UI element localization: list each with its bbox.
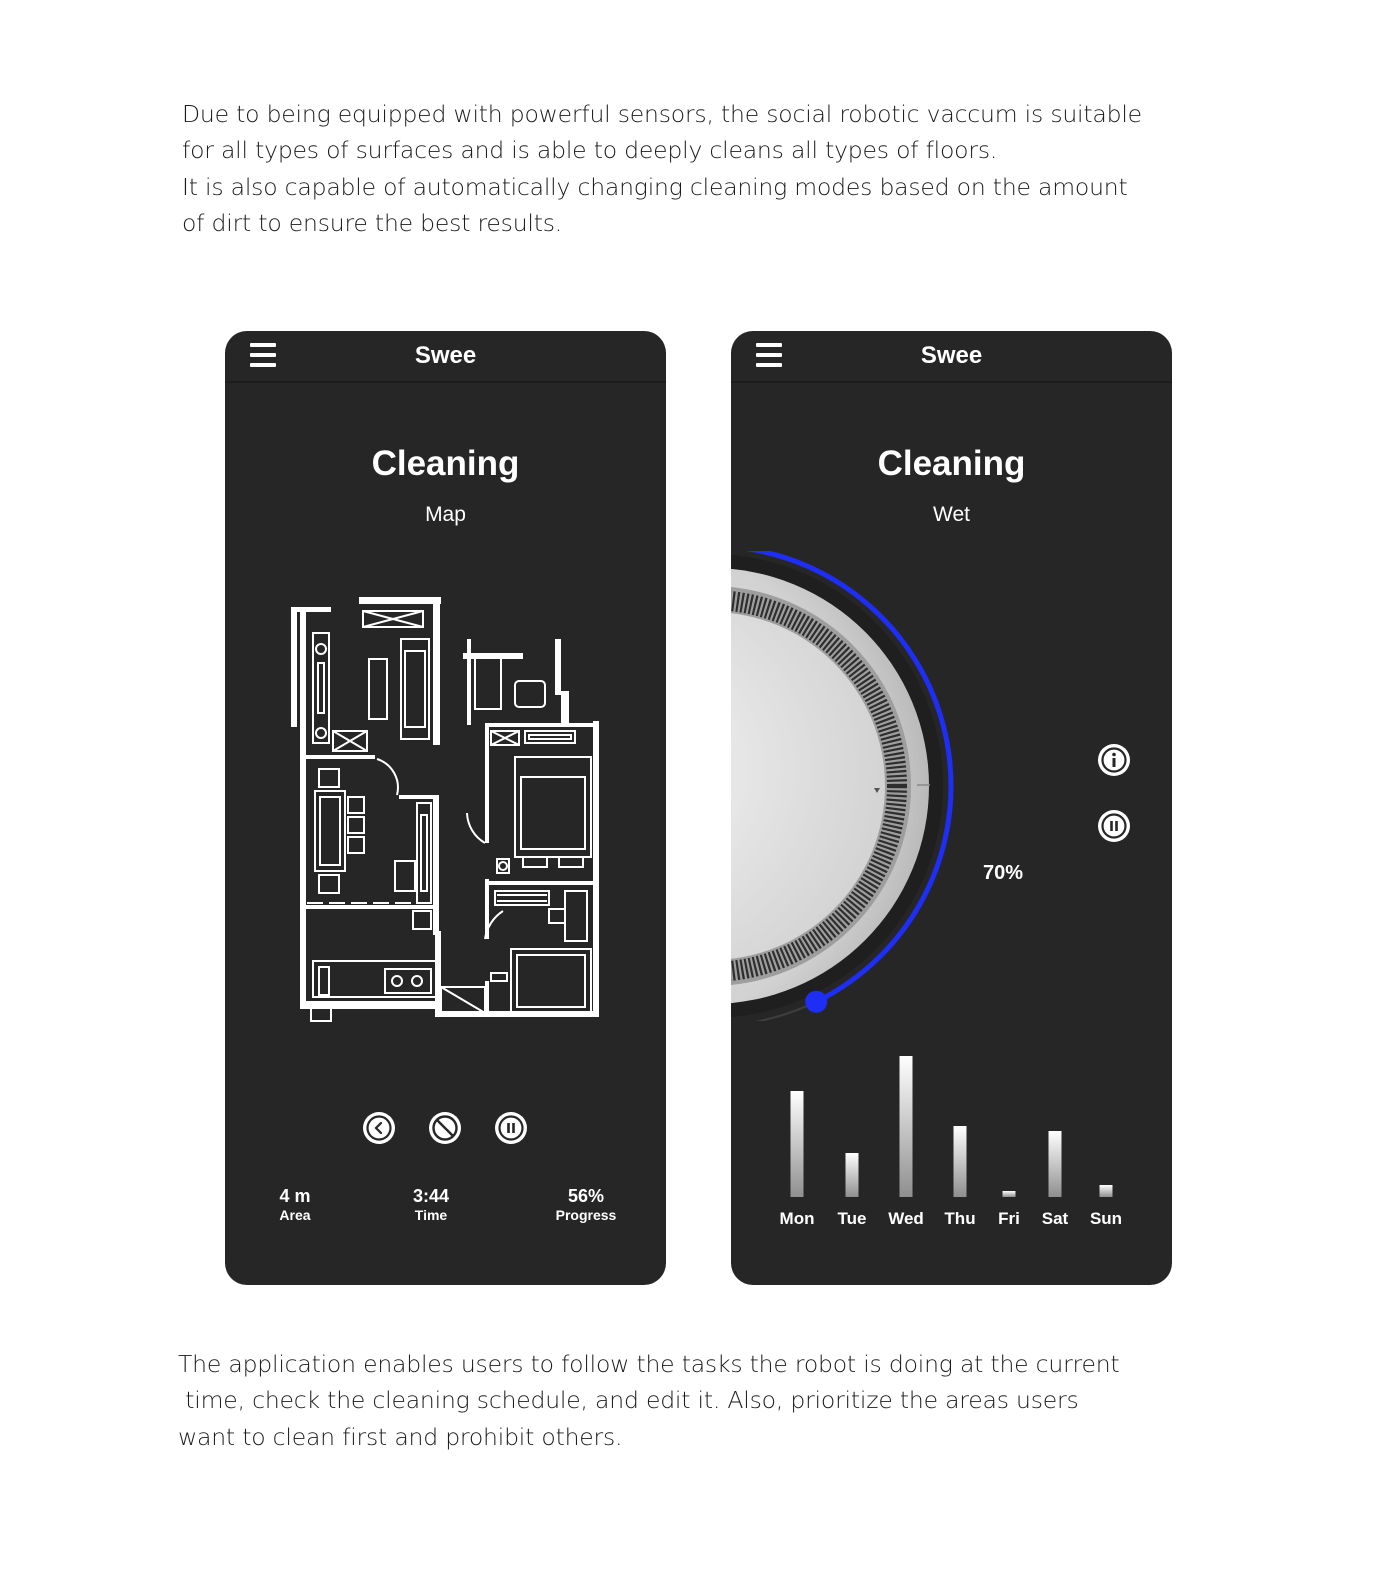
bar-mon (791, 1091, 804, 1197)
outro-paragraph (178, 1346, 1119, 1455)
floor-plan-furniture (307, 611, 591, 1021)
stat-label: Progress (555, 1207, 617, 1223)
bar-sat (1049, 1131, 1062, 1197)
intro-line: of dirt to ensure the best results. (182, 209, 563, 238)
stat-label: Time (414, 1207, 448, 1223)
bar-tue (846, 1153, 859, 1197)
stat-area (245, 1185, 345, 1224)
stat-progress (536, 1185, 636, 1224)
day-label-fri: Fri (998, 1209, 1020, 1228)
day-label-sun: Sun (1089, 1209, 1123, 1228)
stat-value: 4 m (279, 1186, 311, 1206)
intro-line: Due to being equipped with powerful sensors, the social robotic vaccum is suitable (182, 100, 1142, 128)
day-label-wed: Wed (888, 1209, 924, 1228)
app-header (731, 331, 1172, 383)
map-screen (225, 331, 666, 1285)
app-title: Swee (920, 342, 983, 369)
robot-vacuum-image (731, 554, 943, 1018)
outro-line: The application enables users to follow the tasks the robot is doing at the current (178, 1350, 1120, 1378)
intro-paragraph (182, 96, 1142, 242)
info-button[interactable] (1097, 743, 1131, 777)
day-label-mon: Mon (779, 1209, 815, 1228)
robot-progress-dial[interactable] (731, 551, 991, 1021)
stat-time (381, 1185, 481, 1224)
stat-value: 56% (567, 1186, 605, 1206)
bar-thu (954, 1126, 967, 1197)
pause-button[interactable] (1097, 809, 1131, 843)
bar-wed (900, 1056, 913, 1197)
weekly-cleaning-chart (731, 1031, 1172, 1201)
outro-line: want to clean first and prohibit others. (178, 1422, 623, 1451)
wet-clean-screen (731, 331, 1172, 1285)
app-header (225, 331, 666, 383)
screen-title: Cleaning (371, 444, 520, 483)
bar-sun (1100, 1185, 1113, 1197)
progress-knob (805, 991, 827, 1013)
screen-subtitle: Map (425, 503, 466, 526)
day-label-thu: Thu (944, 1209, 976, 1228)
back-button[interactable] (362, 1111, 396, 1145)
day-label-sat: Sat (1041, 1209, 1069, 1228)
screen-subtitle: Wet (933, 503, 970, 526)
pause-button[interactable] (494, 1111, 528, 1145)
screen-title: Cleaning (877, 444, 1026, 483)
bar-fri (1003, 1191, 1016, 1197)
floor-plan-map[interactable] (285, 591, 605, 1031)
outro-line: time, check the cleaning schedule, and edit it. Also, prioritize the areas users (178, 1386, 1079, 1415)
intro-line: It is also capable of automatically changing cleaning modes based on the amount (182, 172, 1128, 201)
app-title: Swee (414, 342, 477, 369)
stat-label: Area (279, 1207, 311, 1223)
day-label-tue: Tue (837, 1209, 867, 1228)
prohibit-button[interactable] (428, 1111, 462, 1145)
progress-percent: 70% (983, 862, 1024, 884)
intro-line: for all types of surfaces and is able to deeply cleans all types of floors. (182, 136, 998, 165)
stat-value: 3:44 (412, 1186, 450, 1206)
